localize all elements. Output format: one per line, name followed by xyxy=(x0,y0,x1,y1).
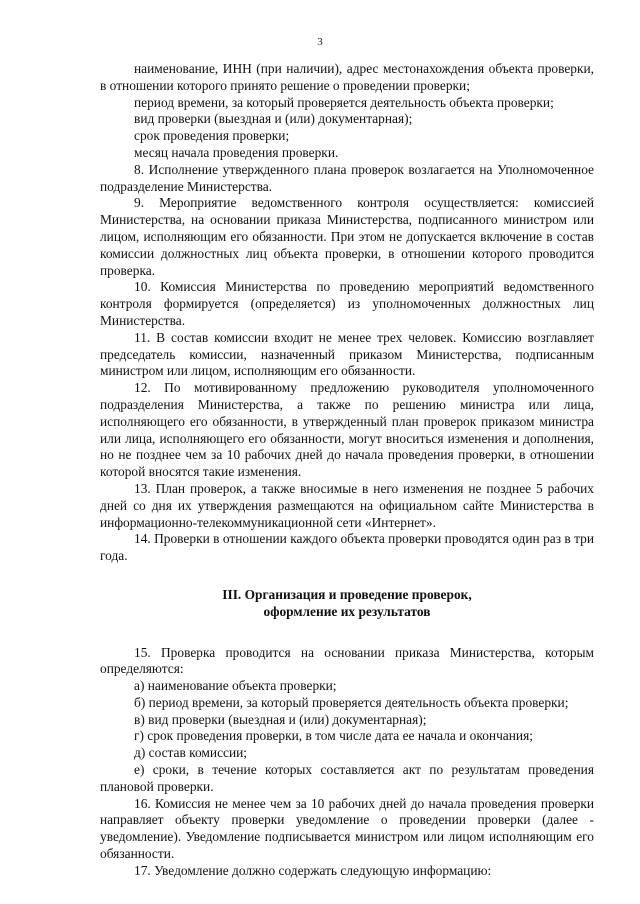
list-item-g: г) срок проведения проверки, в том числе дата ее начала и окончания; xyxy=(134,728,533,744)
paragraph-15: 15. Проверка проводится на основании приказа Министерства, которым определяются: xyxy=(100,644,594,677)
list-item-e: е) сроки, в течение которых составляется акт по результатам проведения плановой проверки. xyxy=(100,762,594,794)
paragraph: период времени, за который проверяется деятельность объекта проверки; xyxy=(134,94,554,110)
paragraph-11: 11. В состав комиссии входит не менее трех человек. Комиссию возглавляет председатель комиссии, назначенный приказом Министерства, подписанным министром или лицом, исполняющим его обязанности. xyxy=(100,329,594,379)
paragraph: наименование, ИНН (при наличии), адрес местонахождения объекта проверки, в отношении которого принято решение о проведении проверки; xyxy=(100,61,594,93)
paragraph-14: 14. Проверки в отношении каждого объекта проверки проводятся один раз в три года. xyxy=(100,531,594,564)
paragraph-13: 13. План проверок, а также вносимые в него изменения не позднее 5 рабочих дней со дня их утверждения размещаются на официальном сайте Министерства в информационно-телекоммуникационной сети «Интернет». xyxy=(100,480,594,530)
page-number: 3 xyxy=(317,36,323,48)
list-item-d: д) состав комиссии; xyxy=(134,745,248,761)
paragraph: вид проверки (выездная и (или) документарная); xyxy=(134,111,413,127)
list-item-b: б) период времени, за который проверяется деятельность объекта проверки; xyxy=(134,694,569,710)
section-heading xyxy=(100,587,594,621)
section-heading-line-2: оформление их результатов xyxy=(263,603,431,619)
document-body xyxy=(100,61,594,880)
paragraph-10: 10. Комиссия Министерства по проведению мероприятий ведомственного контроля формируется (определяется) из уполномоченных должностных лиц Министерства. xyxy=(100,279,594,328)
paragraph-9: 9. Мероприятие ведомственного контроля осуществляется: комиссией Министерства, на основании приказа Министерства, подписанного министром или лицом, исполняющим его обязанности. При этом не допускается включение в состав комиссии должностных лиц объекта проверки, в отношении которого проводится проверка. xyxy=(100,195,594,278)
list-item-a: а) наименование объекта проверки; xyxy=(134,678,337,694)
paragraph-16: 16. Комиссия не менее чем за 10 рабочих дней до начала проведения проверки направляет объекту проверки уведомление о проведении проверки (далее - уведомление). Уведомление подписывается министром или лицом исполняющим его обязанности. xyxy=(100,795,594,862)
paragraph-17: 17. Уведомление должно содержать следующую информацию: xyxy=(134,862,492,878)
list-item-v: в) вид проверки (выездная и (или) документарная); xyxy=(134,711,427,727)
paragraph-12: 12. По мотивированному предложению руководителя уполномоченного подразделения Министерства, а также по решению министра или лица, исполняющего его обязанности, в утвержденный план проверок приказом министра или лица, исполняющего его обязанности, могут вноситься изменения и дополнения, но не позднее чем за 10 рабочих дней до начала проведения проверки, в отношении которой вносятся такие изменения. xyxy=(100,380,594,480)
paragraph: месяц начала проведения проверки. xyxy=(134,144,339,160)
section-heading-line-1: III. Организация и проведение проверок, xyxy=(222,586,472,602)
paragraph-8: 8. Исполнение утвержденного плана проверок возлагается на Уполномоченное подразделение Министерства. xyxy=(100,161,594,194)
paragraph: срок проведения проверки; xyxy=(134,128,290,144)
